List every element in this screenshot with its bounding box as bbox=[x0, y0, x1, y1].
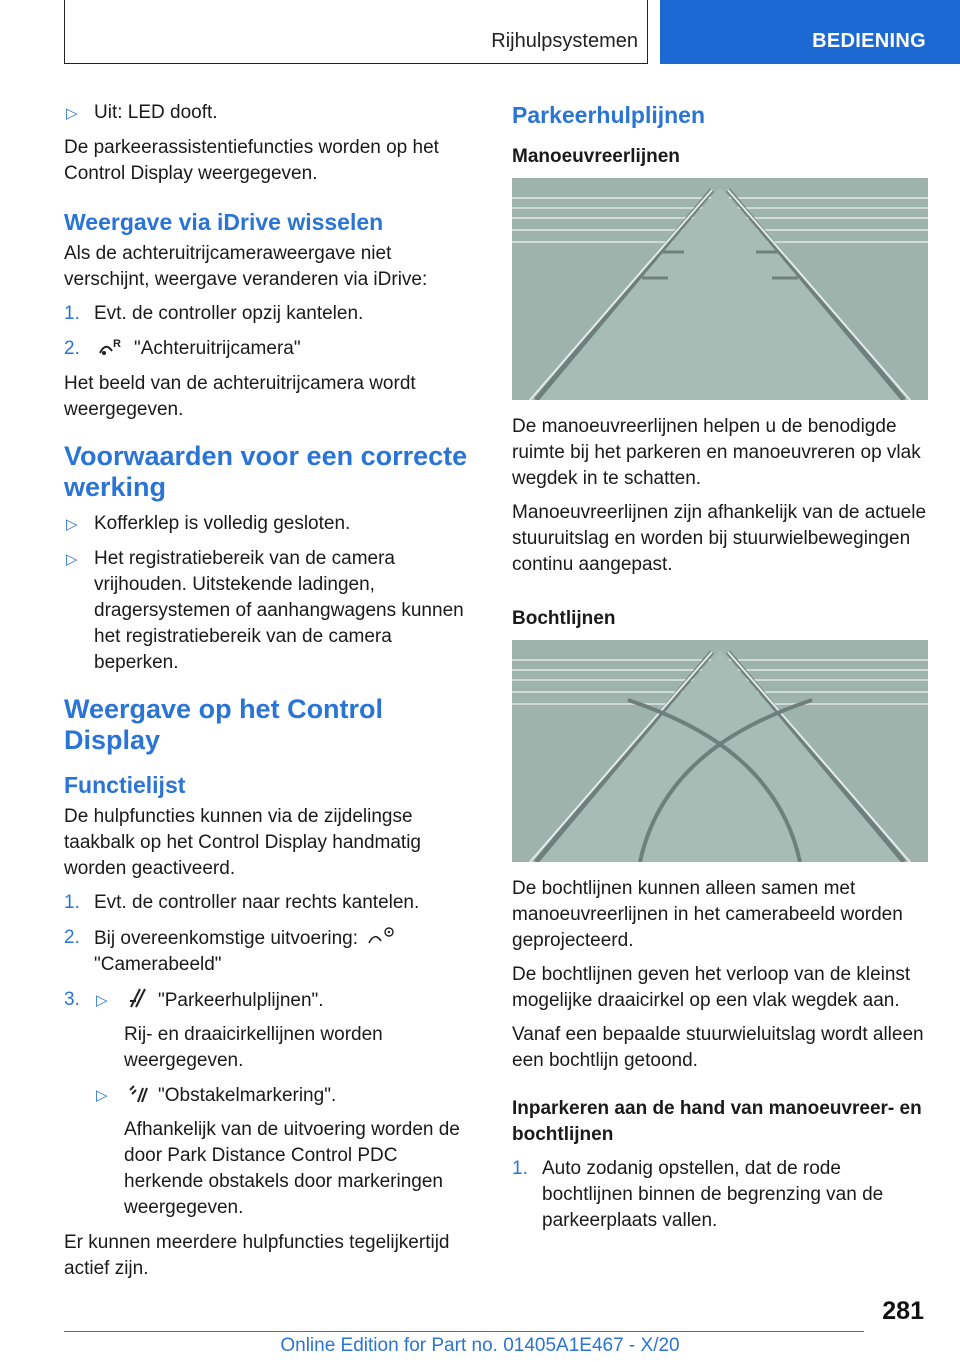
list-item: 1. Evt. de controller naar rechts kantelen. bbox=[64, 892, 420, 913]
heading-manoeuvre: Manoeuvreerlijnen bbox=[512, 146, 680, 167]
manoeuvre-lines-figure bbox=[512, 178, 928, 400]
switch-result: Het beeld van de achteruitrijcamera wordt weergegeven. bbox=[64, 373, 416, 420]
manoeuvre-text-1: De manoeuvreerlijnen helpen u de benodigde ruimte bij het parkeren en manoeuvreren op vlak wegdek in te schatten. bbox=[512, 416, 921, 489]
heading-funclist: Functielijst bbox=[64, 772, 186, 798]
sub-item-desc: Afhankelijk van de uitvoering worden de door Park Distance Control PDC herkende obstakels door markeringen weergegeven. bbox=[124, 1119, 460, 1218]
list-item: 2. Bij overeenkomstige uitvoering: "Camerabeeld" bbox=[64, 925, 476, 978]
heading-curve: Bochtlijnen bbox=[512, 608, 616, 629]
list-item: 1. Evt. de controller opzij kantelen. bbox=[64, 303, 364, 324]
list-item: 3. ▷ "Parkeerhulplijnen". Rij- en draaicirkellijnen worden weergegeven. ▷ "Obstakelmarkering". Afhankelijk van de uitvoering worden de door Park Distance Control PDC herkende obstakels door markeringen weergegeven. bbox=[64, 987, 476, 1221]
list-item: ▷ Het registratiebereik van de camera vrijhouden. Uitstekende ladingen, dragersystemen of aanhangwagens kunnen het registratiebereik van de camera beperken. bbox=[66, 548, 464, 673]
sub-item: ▷ "Parkeerhulplijnen". bbox=[94, 987, 476, 1014]
bullet-triangle-icon: ▷ bbox=[96, 992, 108, 1009]
curve-text-1: De bochtlijnen kunnen alleen samen met manoeuvreerlijnen in het camerabeeld worden geprojecteerd. bbox=[512, 878, 903, 951]
outro-text: Er kunnen meerdere hulpfuncties tegelijkertijd actief zijn. bbox=[64, 1232, 450, 1279]
heading-lines: Parkeerhulplijnen bbox=[512, 102, 706, 128]
heading-display: Weergave op het Control Display bbox=[64, 694, 384, 755]
curve-text-2: De bochtlijnen geven het verloop van de kleinst mogelijke draaicirkel op een vlak wegdek aan. bbox=[512, 964, 911, 1011]
funclist-text: De hulpfuncties kunnen via de zijdelingse taakbalk op het Control Display handmatig worden geactiveerd. bbox=[64, 806, 421, 879]
left-column bbox=[64, 100, 476, 1290]
bullet-triangle-icon: ▷ bbox=[66, 516, 78, 533]
bullet-triangle-icon: ▷ bbox=[66, 551, 78, 568]
heading-switch: Weergave via iDrive wisselen bbox=[64, 209, 384, 235]
obstacle-marking-icon bbox=[128, 1082, 148, 1104]
page-number: 281 bbox=[882, 1297, 924, 1325]
svg-text:R: R bbox=[113, 338, 121, 350]
header-chapter-tab bbox=[660, 0, 960, 64]
manoeuvre-text-2: Manoeuvreerlijnen zijn afhankelijk van de actuele stuuruitslag en worden bij stuurwielbewegingen continu aangepast. bbox=[512, 502, 927, 575]
rear-camera-icon bbox=[98, 337, 124, 357]
list-item: 1. Auto zodanig opstellen, dat de rode bochtlijnen binnen de begrenzing van de parkeerplaats vallen. bbox=[512, 1158, 884, 1231]
switch-text: Als de achteruitrijcameraweergave niet verschijnt, weergave veranderen via iDrive: bbox=[64, 243, 428, 290]
curve-lines-figure bbox=[512, 640, 928, 862]
intro-text: De parkeerassistentiefuncties worden op het Control Display weergegeven. bbox=[64, 137, 439, 184]
header-chapter: BEDIENING bbox=[812, 30, 926, 52]
curve-text-3: Vanaf een bepaalde stuurwieluitslag wordt alleen een bochtlijn getoond. bbox=[512, 1024, 924, 1071]
bullet-triangle-icon: ▷ bbox=[66, 105, 78, 122]
sub-item: ▷ "Obstakelmarkering". bbox=[94, 1082, 476, 1109]
right-column bbox=[512, 100, 928, 1243]
header-section: Rijhulpsystemen bbox=[491, 30, 638, 52]
bullet-triangle-icon: ▷ bbox=[96, 1087, 108, 1104]
list-item: 2. R "Achteruitrijcamera" bbox=[64, 338, 301, 359]
heading-park: Inparkeren aan de hand van manoeuvreer- en bochtlijnen bbox=[512, 1098, 922, 1145]
parking-lines-icon bbox=[128, 987, 148, 1009]
camera-settings-icon bbox=[367, 925, 397, 947]
list-item: ▷ Kofferklep is volledig gesloten. bbox=[64, 511, 476, 537]
heading-conditions: Voorwaarden voor een correcte werking bbox=[64, 441, 468, 502]
list-item: ▷ Uit: LED dooft. bbox=[64, 100, 476, 126]
edition-text: Online Edition for Part no. 01405A1E467 - X/20 bbox=[280, 1335, 680, 1356]
footer-divider bbox=[64, 1331, 864, 1332]
sub-item-desc: Rij- en draaicirkellijnen worden weergegeven. bbox=[124, 1024, 383, 1071]
